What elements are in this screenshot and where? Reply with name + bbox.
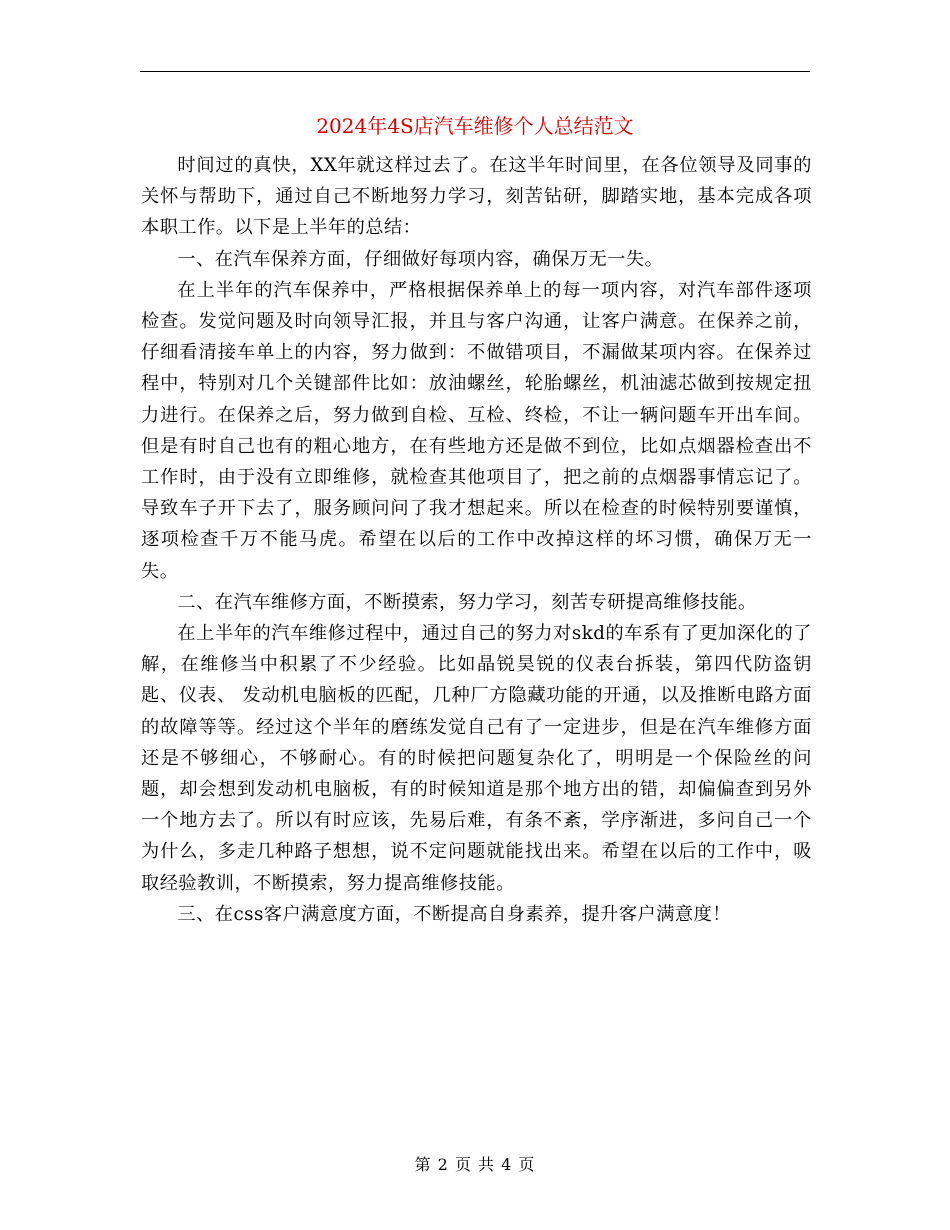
section-heading-satisfaction: 三、在css客户满意度方面，不断提高自身素养，提升客户满意度！ <box>177 903 731 925</box>
header-rule <box>140 71 810 72</box>
section-heading-maintenance: 一、在汽车保养方面，仔细做好每项内容，确保万无一失。 <box>177 248 664 270</box>
paragraph-repair: 在上半年的汽车维修过程中，通过自己的努力对skd的车系有了更加深化的了解，在维修当中积累了不少经验。比如晶锐昊锐的仪表台拆装，第四代防盗钥匙、仪表、 发动机电脑板的匹配，几种厂方隐藏功能的开通，以及推断电路方面的故障等等。经过这个半年的磨练发觉自己有了一定进步，但是在汽车维修方面还是不够细心，不够耐心。有的时候把问题复杂化了，明明是一个保险丝的问题，却会想到发动机电脑板，有的时候知道是那个地方出的错，却偏偏查到另外一个地方去了。所以有时应该，先易后难，有条不紊，学序渐进，多问自己一个为什么，多走几种路子想想，说不定问题就能找出来。希望在以后的工作中，吸取经验教训，不断摸索，努力提高维修技能。 <box>141 623 812 894</box>
document-title: 2024年4S店汽车维修个人总结范文 <box>316 114 634 138</box>
document-body <box>141 150 812 930</box>
page-number-footer: 第 2 页 共 4 页 <box>414 1155 536 1174</box>
paragraph-maintenance: 在上半年的汽车保养中，严格根据保养单上的每一项内容，对汽车部件逐项检查。发觉问题及时向领导汇报，并且与客户沟通，让客户满意。在保养之前，仔细看清接车单上的内容，努力做到：不做错项目，不漏做某项内容。在保养过程中，特别对几个关键部件比如：放油螺丝，轮胎螺丝，机油滤芯做到按规定扭力进行。在保养之后，努力做到自检、互检、终检，不让一辆问题车开出车间。但是有时自己也有的粗心地方，在有些地方还是做不到位，比如点烟器检查出不工作时，由于没有立即维修，就检查其他项目了，把之前的点烟器事情忘记了。导致车子开下去了，服务顾问问了我才想起来。所以在检查的时候特别要谨慎，逐项检查千万不能马虎。希望在以后的工作中改掉这样的坏习惯，确保万无一失。 <box>141 279 812 582</box>
paragraph-intro: 时间过的真快，XX年就这样过去了。在这半年时间里，在各位领导及同事的关怀与帮助下，通过自己不断地努力学习，刻苦钻研，脚踏实地，基本完成各项本职工作。以下是上半年的总结： <box>141 155 812 239</box>
section-heading-repair: 二、在汽车维修方面，不断摸索，努力学习，刻苦专研提高维修技能。 <box>177 591 757 613</box>
